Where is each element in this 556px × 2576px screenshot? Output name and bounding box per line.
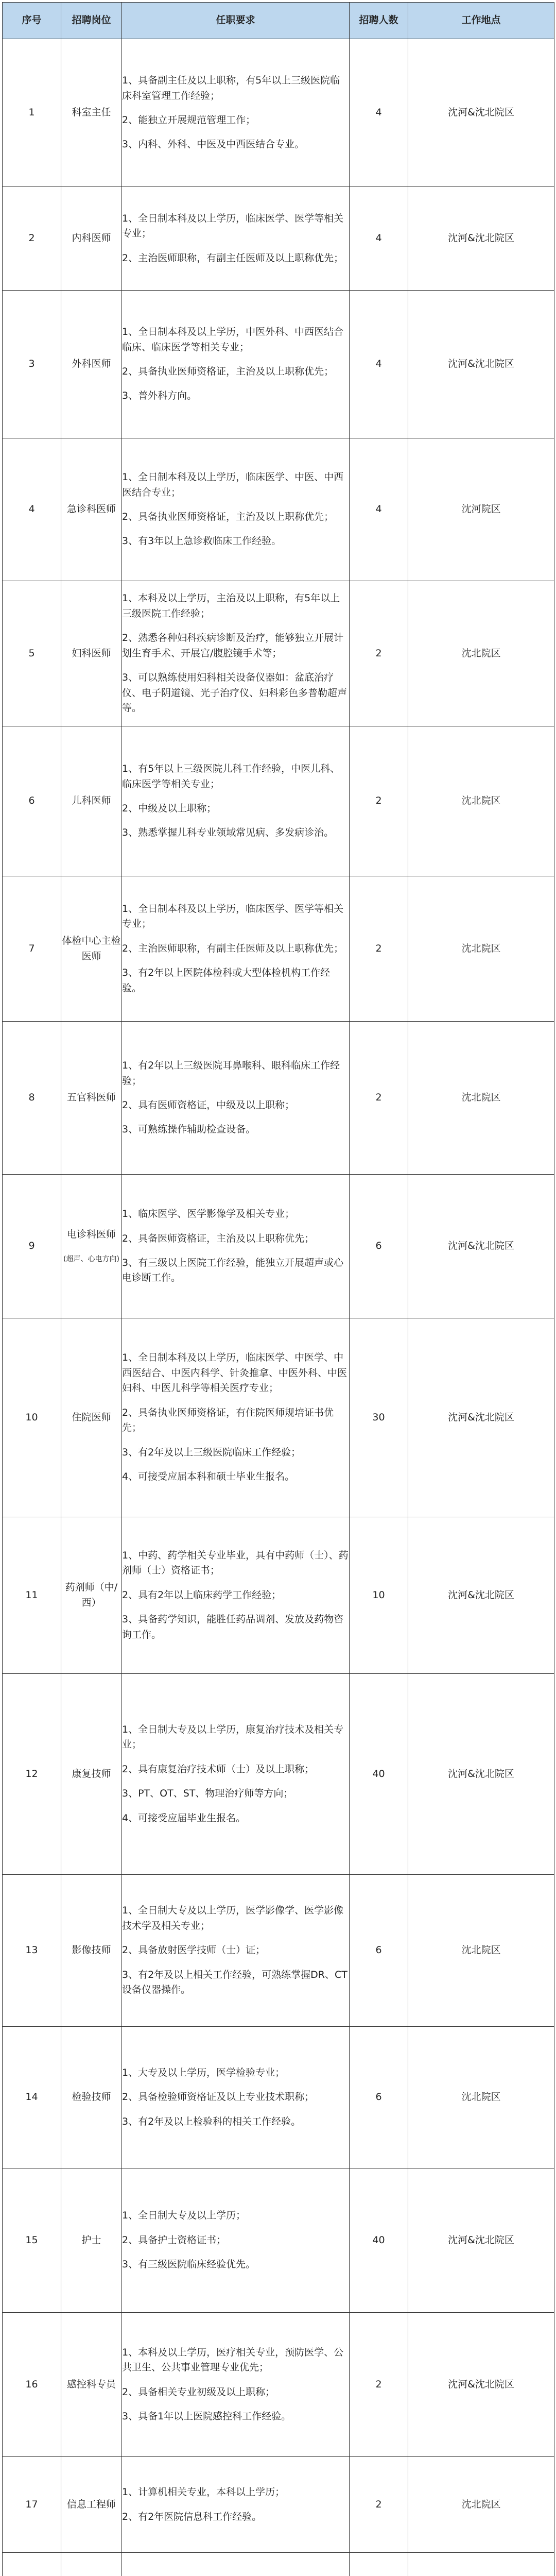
requirement-item: 2、具备检验师资格证及以上专业技术职称； [122,2091,315,2103]
position-subtitle: (超声、心电方向) [63,1255,119,1263]
table-row [3,39,554,187]
requirement-item: 2、具有康复治疗技术师（士）及以上职称； [122,1763,315,1775]
position-title: 急诊科医师 [66,503,116,515]
header-row [3,3,554,39]
position-title: 康复技师 [72,1768,111,1780]
header-count: 招聘人数 [350,3,408,39]
requirement-item: 1、本科及以上学历，主治及以上职称，有5年以上三级医院工作经验； [122,592,340,619]
header-requirements: 任职要求 [122,3,350,39]
table-row [3,2313,554,2457]
table-row [3,438,554,581]
requirement-item: 2、具备放射医学技师（士）证； [122,1944,266,1956]
requirement-item: 2、具备执业医师资格证，有住院医师规培证书优先； [122,1406,334,1434]
position-cell [61,1517,122,1674]
row-number: 1 [3,39,61,187]
location-cell: 沈河&沈北院区 [408,2168,554,2313]
row-number: 10 [3,1318,61,1517]
requirements-cell [122,1674,350,1875]
position-title: 感控科专员 [66,2378,116,2390]
location-cell: 沈河&沈北院区 [408,1674,554,1875]
headcount-cell: 40 [350,2168,408,2313]
location-cell: 沈北院区 [408,876,554,1022]
requirement-item: 2、具有医师资格证，中级及以上职称； [122,1099,295,1111]
location-cell: 沈河院区 [408,438,554,581]
position-title: 妇科医师 [72,647,111,659]
requirement-item: 1、全日制本科及以上学历，中医外科、中西医结合临床、临床医学等相关专业； [122,326,344,353]
requirements-cell [122,1175,350,1318]
requirement-item: 3、可以熟练使用妇科相关设备仪器如：盆底治疗仪、电子阴道镜、光子治疗仪、妇科彩色多普勒超声等。 [122,672,348,714]
requirement-item [122,2574,349,2576]
position-cell [61,291,122,438]
headcount-cell: 4 [350,187,408,291]
headcount-cell: 4 [350,39,408,187]
requirements-cell [122,2027,350,2168]
requirements-cell [122,2457,350,2553]
requirement-item: 1、全日制大专及以上学历，医学影像学、医学影像技术学及相关专业； [122,1905,344,1931]
location-cell: 沈河&沈北院区 [408,1175,554,1318]
headcount-cell: 2 [350,726,408,876]
table-row [3,726,554,876]
position-title: 电诊科医师 [66,1229,116,1241]
headcount-cell: 30 [350,1318,408,1517]
position-title: 影像技师 [72,1944,111,1956]
requirement-item: 2、具备护士资格证书； [122,2234,227,2246]
position-cell [61,1674,122,1875]
requirement-item: 1、大专及以上学历，医学检验专业； [122,2066,285,2078]
row-number [3,2553,61,2576]
requirement-item: 2、具备执业医师资格证，主治及以上职称优先； [122,511,334,522]
table-row [3,291,554,438]
requirement-item: 1、全日制大专及以上学历； [122,2210,246,2222]
requirement-item: 3、有3年以上急诊救临床工作经验。 [122,535,282,547]
location-cell: 沈河&沈北院区 [408,39,554,187]
position-title: 检验技师 [72,2091,111,2103]
position-cell [61,2457,122,2553]
requirement-item: 3、可熟练操作辅助检查设备。 [122,1124,256,1136]
position-title: 外科医师 [72,358,111,370]
position-cell [61,876,122,1022]
location-cell: 沈北院区 [408,581,554,726]
requirements-cell [122,438,350,581]
position-title: 科室主任 [72,107,111,118]
position-title: 体检中心主检医师 [62,935,121,962]
headcount-cell: 2 [350,581,408,726]
location-cell: 沈北院区 [408,2457,554,2553]
position-title: 住院医师 [72,1411,111,1423]
table-row [3,1318,554,1517]
requirements-cell [122,2553,350,2576]
requirements-cell [122,581,350,726]
location-cell: 沈河&沈北院区 [408,1318,554,1517]
position-cell [61,2168,122,2313]
row-number: 7 [3,876,61,1022]
requirement-item: 1、有2年以上三级医院耳鼻喉科、眼科临床工作经验； [122,1060,340,1087]
table-row [3,1517,554,1674]
row-number: 4 [3,438,61,581]
row-number: 12 [3,1674,61,1875]
headcount-cell: 10 [350,1517,408,1674]
row-number: 8 [3,1022,61,1175]
header-location: 工作地点 [408,3,554,39]
requirement-item: 2、具备执业医师资格证，主治及以上职称优先； [122,366,334,377]
table-row [3,2168,554,2313]
position-title: 护士 [81,2234,101,2246]
table-row [3,2457,554,2553]
headcount-cell [350,2553,408,2576]
requirement-item: 1、有5年以上三级医院儿科工作经验，中医儿科、临床医学等相关专业； [122,763,340,790]
requirement-item: 1、全日制本科及以上学历，临床医学、医学等相关专业； [122,212,344,240]
requirement-item: 2、有2年医院信息科工作经验。 [122,2511,262,2522]
headcount-cell: 6 [350,1875,408,2027]
requirement-item: 3、有2年以上医院体检科或大型体检机构工作经验。 [122,967,331,994]
table-row [3,581,554,726]
requirement-item: 3、有2年及以上三级医院临床工作经验； [122,1446,301,1458]
row-number: 17 [3,2457,61,2553]
requirement-item: 2、中级及以上职称； [122,803,217,814]
row-number: 15 [3,2168,61,2313]
requirement-item: 3、有2年及以上检验科的相关工作经验。 [122,2115,301,2127]
table-row [3,1875,554,2027]
position-cell [61,1022,122,1175]
requirement-item: 4、可接受应届本科和硕士毕业生报名。 [122,1471,295,1483]
requirement-item: 1、全日制本科及以上学历，临床医学、中医、中西医结合专业； [122,471,344,498]
headcount-cell: 6 [350,1175,408,1318]
table-row [3,1674,554,1875]
requirement-item: 3、PT、OT、ST、物理治疗师等方向； [122,1788,293,1800]
requirement-item: 2、主治医师职称，有副主任医师及以上职称优先； [122,942,344,954]
headcount-cell: 4 [350,291,408,438]
headcount-cell: 2 [350,876,408,1022]
table-row [3,2027,554,2168]
requirement-item: 3、熟悉掌握儿科专业领域常见病、多发病诊治。 [122,827,334,839]
position-cell [61,726,122,876]
table-row [3,1175,554,1318]
requirement-item: 2、能独立开展规范管理工作； [122,114,256,126]
requirement-item: 1、中药、药学相关专业毕业，具有中药师（士）、药剂师（士）资格证书； [122,1549,349,1577]
position-cell [61,1875,122,2027]
row-number: 3 [3,291,61,438]
requirements-cell [122,2313,350,2457]
requirement-item: 1、具备副主任及以上职称，有5年以上三级医院临床科室管理工作经验； [122,75,340,101]
position-cell [61,1175,122,1318]
table-body [3,39,554,2576]
requirement-item: 2、主治医师职称，有副主任医师及以上职称优先； [122,252,344,264]
headcount-cell: 4 [350,438,408,581]
requirement-item: 2、具备医师资格证，主治及以上职称优先； [122,1232,315,1244]
requirement-item: 3、有三级医院临床经验优先。 [122,2259,256,2270]
location-cell: 沈北院区 [408,1875,554,2027]
requirement-item: 3、具备药学知识，能胜任药品调剂、发放及药物咨询工作。 [122,1614,344,1640]
row-number: 2 [3,187,61,291]
table-row [3,2553,554,2576]
requirement-item: 1、计算机相关专业，本科以上学历； [122,2486,285,2498]
position-cell [61,438,122,581]
row-number: 11 [3,1517,61,1674]
requirements-cell [122,1875,350,2027]
table-row [3,876,554,1022]
requirements-cell [122,1022,350,1175]
requirement-item: 3、具备1年以上医院感控科工作经验。 [122,2410,291,2422]
requirement-item: 3、普外科方向。 [122,390,197,402]
row-number: 9 [3,1175,61,1318]
position-title: 药剂师（中/西） [65,1582,118,1608]
requirements-cell [122,2168,350,2313]
location-cell: 沈河&沈北院区 [408,291,554,438]
requirements-cell [122,39,350,187]
header-position: 招聘岗位 [61,3,122,39]
requirement-item: 3、有2年及以上相关工作经验，可熟练掌握DR、CT设备仪器操作。 [122,1969,348,1996]
requirement-item: 1、临床医学、医学影像学及相关专业； [122,1208,295,1220]
requirements-cell [122,1517,350,1674]
position-cell [61,2313,122,2457]
requirement-item: 2、熟悉各种妇科疾病诊断及治疗，能够独立开展计划生育手术、开展宫/腹腔镜手术等； [122,632,344,659]
requirements-cell [122,1318,350,1517]
position-title: 儿科医师 [72,795,111,807]
requirement-item: 4、可接受应届毕业生报名。 [122,1812,246,1824]
header-no: 序号 [3,3,61,39]
headcount-cell: 6 [350,2027,408,2168]
requirements-cell [122,726,350,876]
headcount-cell: 2 [350,2313,408,2457]
requirement-item: 3、有三级以上医院工作经验，能独立开展超声或心电诊断工作。 [122,1257,344,1284]
position-title: 信息工程师 [66,2498,116,2510]
requirement-item: 2、具备相关专业初级及以上职称； [122,2386,275,2398]
position-cell [61,581,122,726]
position-cell [61,2553,122,2576]
recruitment-table [2,2,554,2576]
location-cell: 沈河&沈北院区 [408,187,554,291]
table-header [3,3,554,39]
position-cell [61,2027,122,2168]
requirement-item: 1、全日制大专及以上学历，康复治疗技术及相关专业； [122,1723,344,1751]
row-number: 16 [3,2313,61,2457]
requirements-cell [122,876,350,1022]
requirements-cell [122,187,350,291]
location-cell: 沈河&沈北院区 [408,1517,554,1674]
position-title: 五官科医师 [66,1092,116,1104]
row-number: 14 [3,2027,61,2168]
position-cell [61,187,122,291]
requirement-item: 1、全日制本科及以上学历，临床医学、医学等相关专业； [122,903,344,930]
requirement-item: 1、全日制本科及以上学历，临床医学、中医学、中西医结合、中医内科学、针灸推拿、中医外科、中医妇科、中医儿科学等相关医疗专业； [122,1352,348,1394]
requirement-item: 1、本科及以上学历，医疗相关专业，预防医学、公共卫生、公共事业管理专业优先； [122,2346,344,2374]
location-cell: 沈河&沈北院区 [408,2313,554,2457]
location-cell: 沈北院区 [408,1022,554,1175]
location-cell: 沈北院区 [408,2027,554,2168]
requirements-cell [122,291,350,438]
requirement-item: 3、内科、外科、中医及中西医结合专业。 [122,139,305,150]
table-row [3,187,554,291]
location-cell [408,2553,554,2576]
table-row [3,1022,554,1175]
position-cell [61,1318,122,1517]
headcount-cell: 2 [350,2457,408,2553]
position-title: 内科医师 [72,232,111,244]
row-number: 5 [3,581,61,726]
headcount-cell: 40 [350,1674,408,1875]
headcount-cell: 2 [350,1022,408,1175]
row-number: 13 [3,1875,61,2027]
requirement-item: 2、具有2年以上临床药学工作经验； [122,1589,282,1601]
row-number: 6 [3,726,61,876]
position-cell [61,39,122,187]
location-cell: 沈北院区 [408,726,554,876]
